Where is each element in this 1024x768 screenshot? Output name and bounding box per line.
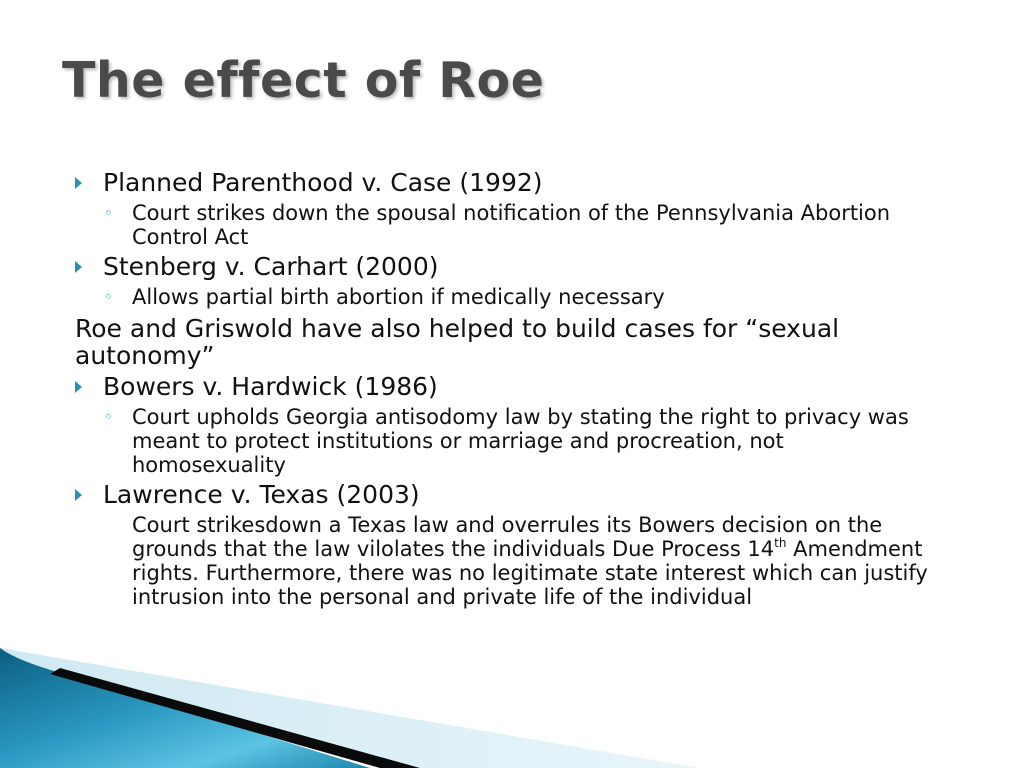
bullet-case-lawrence	[0, 481, 1024, 509]
bullet-case-planned-parenthood	[0, 169, 1024, 197]
circle-bullet-icon: ◦	[104, 408, 113, 426]
statement-text: Roe and Griswold have also helped to build cases for “sexual autonomy”	[75, 314, 840, 370]
sub-text-part-2: Amendment rights. Furthermore, there was no legitimate state interest which can justify intrusion into the personal and private life of the individual	[132, 537, 928, 609]
sub-bullet-case-bowers	[0, 405, 1024, 477]
triangle-bullet-icon	[75, 489, 82, 501]
sub-text-case-lawrence	[0, 513, 1024, 609]
bullet-text: Stenberg v. Carhart (2000)	[103, 252, 439, 281]
bullet-case-stenberg	[0, 253, 1024, 281]
bullet-text: Lawrence v. Texas (2003)	[103, 480, 420, 509]
sub-bullet-text: Court strikes down the spousal notification of the Pennsylvania Abortion Control Act	[132, 201, 891, 249]
bullet-text: Planned Parenthood v. Case (1992)	[103, 168, 543, 197]
bullet-case-bowers	[0, 373, 1024, 401]
circle-bullet-icon: ◦	[104, 288, 113, 306]
triangle-bullet-icon	[75, 261, 82, 273]
sub-bullet-case-planned-parenthood	[0, 201, 1024, 249]
bullet-text: Bowers v. Hardwick (1986)	[103, 372, 438, 401]
sub-bullet-text: Allows partial birth abortion if medically necessary	[132, 285, 665, 309]
sub-text-part-1: Court strikesdown a Texas law and overrules its Bowers decision on the grounds that the law vilolates the individuals Due Process 14	[132, 513, 883, 561]
sub-bullet-case-stenberg	[0, 285, 1024, 309]
triangle-bullet-icon	[75, 381, 82, 393]
circle-bullet-icon: ◦	[104, 204, 113, 222]
slide-title: The effect of Roe	[62, 52, 545, 109]
sub-bullet-text: Court upholds Georgia antisodomy law by stating the right to privacy was meant to protect institutions or marriage and procreation, not homosexuality	[132, 405, 909, 477]
ordinal-suffix: th	[774, 536, 787, 550]
decorative-corner-swoosh	[0, 638, 1024, 768]
slide-content	[0, 165, 1024, 609]
triangle-bullet-icon	[75, 177, 82, 189]
